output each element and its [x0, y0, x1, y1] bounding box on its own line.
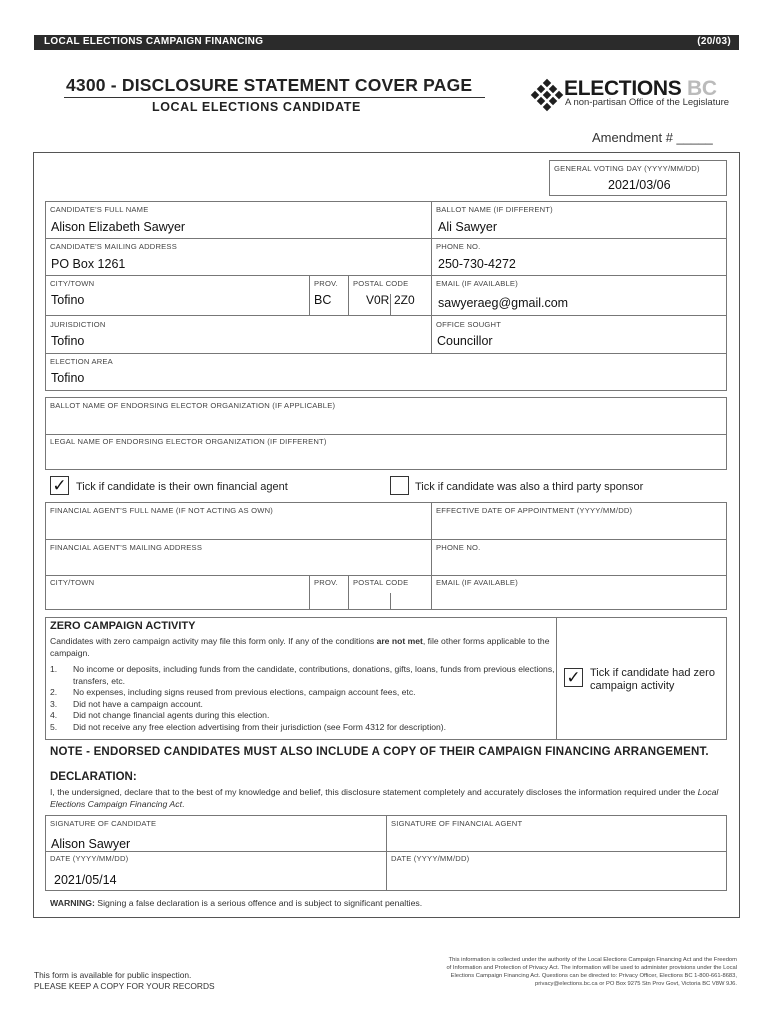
third-party-checkbox[interactable]: [390, 476, 409, 495]
logo-main-text: ELECTIONS: [564, 77, 682, 100]
signature-agent-label: SIGNATURE OF FINANCIAL AGENT: [391, 819, 523, 828]
footer-privacy-notice: [380, 956, 737, 988]
prov-label: PROV.: [314, 279, 338, 288]
postal-code-first-field[interactable]: V0R: [366, 293, 390, 307]
declaration-title: DECLARATION:: [50, 771, 137, 783]
agent-postal-label: POSTAL CODE: [353, 578, 409, 587]
zero-activity-conditions: [50, 664, 555, 733]
ballot-name-label: BALLOT NAME (IF DIFFERENT): [436, 205, 553, 214]
divider: [348, 575, 349, 610]
zero-intro-text: Candidates with zero campaign activity may file this form only. If any of the conditions: [50, 636, 377, 646]
financial-agent-section: [45, 502, 727, 610]
condition-text: Did not have a campaign account.: [73, 698, 203, 709]
divider: [431, 201, 432, 353]
email-label: EMAIL (IF AVAILABLE): [436, 279, 518, 288]
zero-intro-emphasis: are not met: [376, 636, 423, 646]
privacy-line: Elections Campaign Financing Act. Questions can be directed to: Privacy Officer, Elections BC 1-800-661-8683,: [450, 973, 737, 979]
election-area-field[interactable]: Tofino: [51, 371, 85, 385]
divider: [390, 294, 391, 315]
agent-appointment-date-label: EFFECTIVE DATE OF APPOINTMENT (YYYY/MM/DD): [436, 506, 633, 515]
postal-code-second-field[interactable]: 2Z0: [394, 293, 415, 307]
candidate-name-label: CANDIDATE'S FULL NAME: [50, 205, 149, 214]
agent-phone-label: PHONE NO.: [436, 543, 481, 552]
org-ballot-name-label: BALLOT NAME OF ENDORSING ELECTOR ORGANIZATION (IF APPLICABLE): [50, 401, 336, 410]
mailing-address-field[interactable]: PO Box 1261: [51, 257, 126, 271]
privacy-line: of Information and Protection of Privacy Act. The information will be used to administer provisions under the Local: [446, 965, 737, 971]
privacy-line: privacy@elections.bc.ca or PO Box 9275 Stn Prov Govt, Victoria BC V8W 9J6.: [535, 981, 737, 987]
condition-text: Did not change financial agents during this election.: [73, 710, 270, 720]
date-candidate-field[interactable]: 2021/05/14: [54, 873, 117, 887]
city-label: CITY/TOWN: [50, 279, 95, 288]
form-version: (20/03): [697, 36, 731, 47]
warning-text: [50, 898, 422, 908]
footer-keep-copy-line: PLEASE KEEP A COPY FOR YOUR RECORDS: [34, 981, 215, 991]
condition-number: 3.: [50, 698, 58, 709]
phone-label: PHONE NO.: [436, 242, 481, 251]
condition-number: 5.: [50, 721, 58, 732]
declaration-text: [50, 786, 720, 810]
election-area-label: ELECTION AREA: [50, 357, 113, 366]
header-bar-title: LOCAL ELECTIONS CAMPAIGN FINANCING: [44, 36, 264, 47]
agent-email-label: EMAIL (IF AVAILABLE): [436, 578, 518, 587]
condition-item: [50, 710, 555, 722]
privacy-line: This information is collected under the authority of the Local Elections Campaign Financing Act and the Freedom: [448, 957, 737, 963]
city-field[interactable]: Tofino: [51, 293, 85, 307]
date-candidate-label: DATE (YYYY/MM/DD): [50, 854, 129, 863]
divider: [45, 353, 727, 354]
declaration-end: .: [182, 799, 185, 809]
divider: [45, 315, 727, 316]
zero-activity-checkbox-label: Tick if candidate had zero campaign activity: [590, 667, 715, 692]
candidate-name-field[interactable]: Alison Elizabeth Sawyer: [51, 220, 186, 234]
divider: [431, 502, 432, 610]
jurisdiction-field[interactable]: Tofino: [51, 334, 85, 348]
logo-tagline: A non-partisan Office of the Legislature: [565, 97, 730, 108]
agent-address-label: FINANCIAL AGENT'S MAILING ADDRESS: [50, 543, 203, 552]
divider: [45, 539, 727, 540]
divider: [386, 815, 387, 891]
condition-number: 2.: [50, 687, 58, 697]
divider: [45, 275, 727, 276]
condition-item: [50, 687, 555, 699]
condition-item: [50, 699, 555, 711]
agent-name-label: FINANCIAL AGENT'S FULL NAME (IF NOT ACTING AS OWN): [50, 506, 273, 515]
voting-day-field[interactable]: [549, 160, 727, 196]
divider: [556, 617, 557, 740]
condition-text: No expenses, including signs reused from previous elections, campaign account fees, etc.: [73, 687, 416, 697]
own-agent-checkbox[interactable]: ✓: [50, 476, 69, 495]
condition-text: No income or deposits, including funds from the candidate, contributions, donations, gifts, loans, funds from previous elections, transfers, etc.: [73, 664, 555, 686]
zero-activity-checkbox[interactable]: ✓: [564, 668, 583, 687]
office-sought-label: OFFICE SOUGHT: [436, 320, 502, 329]
signature-candidate-label: SIGNATURE OF CANDIDATE: [50, 819, 157, 828]
elections-bc-logo-icon: [530, 78, 564, 112]
office-sought-field[interactable]: Councillor: [437, 334, 493, 348]
divider: [348, 275, 349, 315]
warning-label: WARNING:: [50, 898, 95, 908]
declaration-body: I, the undersigned, declare that to the best of my knowledge and belief, this disclosure statement completely and accurately discloses the information required under the: [50, 787, 698, 797]
declaration-act-name: Local Elections Campaign Financing Act: [50, 787, 719, 809]
prov-field[interactable]: BC: [314, 293, 332, 307]
jurisdiction-label: JURISDICTION: [50, 320, 106, 329]
own-agent-label: Tick if candidate is their own financial agent: [76, 481, 288, 493]
endorsed-note: NOTE - ENDORSED CANDIDATES MUST ALSO INCLUDE A COPY OF THEIR CAMPAIGN FINANCING ARRANGEMENT.: [50, 746, 709, 758]
email-field[interactable]: sawyeraeg@gmail.com: [438, 296, 569, 310]
zero-activity-intro: [50, 636, 550, 659]
condition-item: [50, 722, 555, 734]
header-bar: [34, 35, 739, 50]
condition-number: 1.: [50, 664, 58, 674]
voting-day-value: 2021/03/06: [608, 178, 671, 192]
condition-number: 4.: [50, 710, 58, 720]
footer-public-line: This form is available for public inspection.: [34, 970, 192, 980]
divider: [45, 434, 727, 435]
agent-city-label: CITY/TOWN: [50, 578, 95, 587]
signature-candidate-field[interactable]: Alison Sawyer: [51, 837, 131, 851]
org-legal-name-label: LEGAL NAME OF ENDORSING ELECTOR ORGANIZATION (IF DIFFERENT): [50, 437, 327, 446]
divider: [309, 275, 310, 315]
divider: [45, 238, 727, 239]
divider: [309, 575, 310, 610]
warning-body: Signing a false declaration is a serious offence and is subject to significant penalties.: [94, 898, 423, 908]
divider: [390, 593, 391, 610]
page-subtitle: LOCAL ELECTIONS CANDIDATE: [152, 100, 361, 114]
page-title: 4300 - DISCLOSURE STATEMENT COVER PAGE: [66, 75, 473, 95]
title-rule: [64, 97, 485, 98]
logo-bc-text: BC: [687, 77, 717, 100]
date-agent-label: DATE (YYYY/MM/DD): [391, 854, 470, 863]
voting-day-label: GENERAL VOTING DAY (YYYY/MM/DD): [554, 164, 700, 173]
postal-code-label: POSTAL CODE: [353, 279, 409, 288]
condition-text: Did not receive any free election advertising from their jurisdiction (see Form 4312 for description).: [73, 721, 447, 732]
divider: [45, 575, 727, 576]
agent-prov-label: PROV.: [314, 578, 338, 587]
zero-intro-text-end: , file other forms applicable to the campaign.: [50, 636, 550, 658]
phone-field[interactable]: 250-730-4272: [438, 257, 516, 271]
condition-item: [50, 664, 555, 687]
zero-activity-title: ZERO CAMPAIGN ACTIVITY: [50, 620, 196, 632]
ballot-name-field[interactable]: Ali Sawyer: [438, 220, 498, 234]
third-party-label: Tick if candidate was also a third party sponsor: [415, 481, 644, 493]
footer-public-notice: [34, 970, 215, 992]
mailing-address-label: CANDIDATE'S MAILING ADDRESS: [50, 242, 177, 251]
amendment-number[interactable]: Amendment # _____: [592, 130, 713, 145]
